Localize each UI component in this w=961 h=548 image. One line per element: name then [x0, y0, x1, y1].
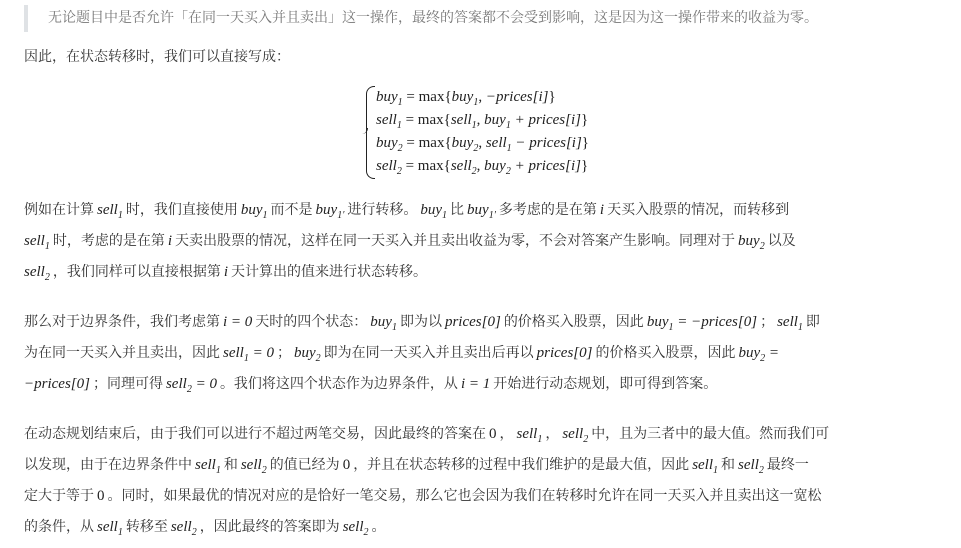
text-line: 在动态规划结束后，由于我们可以进行不超过两笔交易，因此最终的答案在 0 ， sell$_1$ ， sell$_2$ 中，且为三者中的最大值。然而我们可: [24, 426, 830, 445]
equation-buy1: buy$_1$ = max{buy$_1$, −prices[i]}: [376, 89, 556, 108]
text-line: 以发现，由于在边界条件中 sell$_1$ 和 sell$_2$ 的值已经为 0 ，并且在状态转移的过程中我们维护的是最大值，因此 sell$_1$ 和 sell$_2$ 最终一: [24, 457, 809, 476]
text-line: 那么对于边界条件，我们考虑第 i = 0 天时的四个状态： buy$_1$ 即为以 prices[0] 的价格买入股票，因此 buy$_1$ = −prices[0] ； sell$_1$ 即: [24, 314, 820, 333]
equation-sell1: sell$_1$ = max{sell$_1$, buy$_1$ + prices[i]}: [376, 112, 589, 131]
left-brace: [366, 86, 375, 179]
text-line: −prices[0] ；同理可得 sell$_2$ = 0 。我们将这四个状态作为边界条件，从 i = 1 开始进行动态规划，即可得到答案。: [24, 376, 718, 395]
intro-text: 因此，在状态转移时，我们可以直接写成：: [24, 49, 290, 65]
text-line: 定大于等于 0 。同时，如果最优的情况对应的是恰好一笔交易，那么它也会因为我们在转移时允许在同一天买入并且卖出这一宽松: [24, 488, 822, 504]
intro-paragraph: [24, 42, 949, 73]
text-line: sell$_1$ 时，考虑的是在第 i 天卖出股票的情况，这样在同一天买入并且卖出收益为零，不会对答案产生影响。同理对于 buy$_2$ 以及: [24, 233, 796, 252]
paragraph-transition-explanation: [24, 195, 949, 288]
text-line: 的条件，从 sell$_1$ 转移至 sell$_2$ ，因此最终的答案即为 sell$_2$ 。: [24, 519, 386, 538]
paragraph-final-answer: [24, 419, 949, 543]
text-line: 为在同一天买入并且卖出，因此 sell$_1$ = 0 ； buy$_2$ 即为在同一天买入并且卖出后再以 prices[0] 的价格买入股票，因此 buy$_2$ =: [24, 345, 780, 364]
text-line: sell$_2$ ，我们同样可以直接根据第 i 天计算出的值来进行状态转移。: [24, 264, 428, 283]
blockquote-note: [24, 5, 944, 32]
equation-sell2: sell$_2$ = max{sell$_2$, buy$_2$ + prices[i]}: [376, 158, 589, 177]
equation-buy2: buy$_2$ = max{buy$_2$, sell$_1$ − prices[i]}: [376, 135, 589, 154]
blockquote-text: 无论题目中是否允许「在同一天买入并且卖出」这一操作，最终的答案都不会受到影响，这是因为这一操作带来的收益为零。: [48, 10, 818, 26]
paragraph-boundary-conditions: [24, 307, 949, 400]
text-line: 例如在计算 sell$_1$ 时，我们直接使用 buy$_1$ 而不是 buy$_{1'}$ 进行转移。 buy$_1$ 比 buy$_{1'}$ 多考虑的是在第 i 天买入股票的情况，而转移到: [24, 202, 790, 221]
